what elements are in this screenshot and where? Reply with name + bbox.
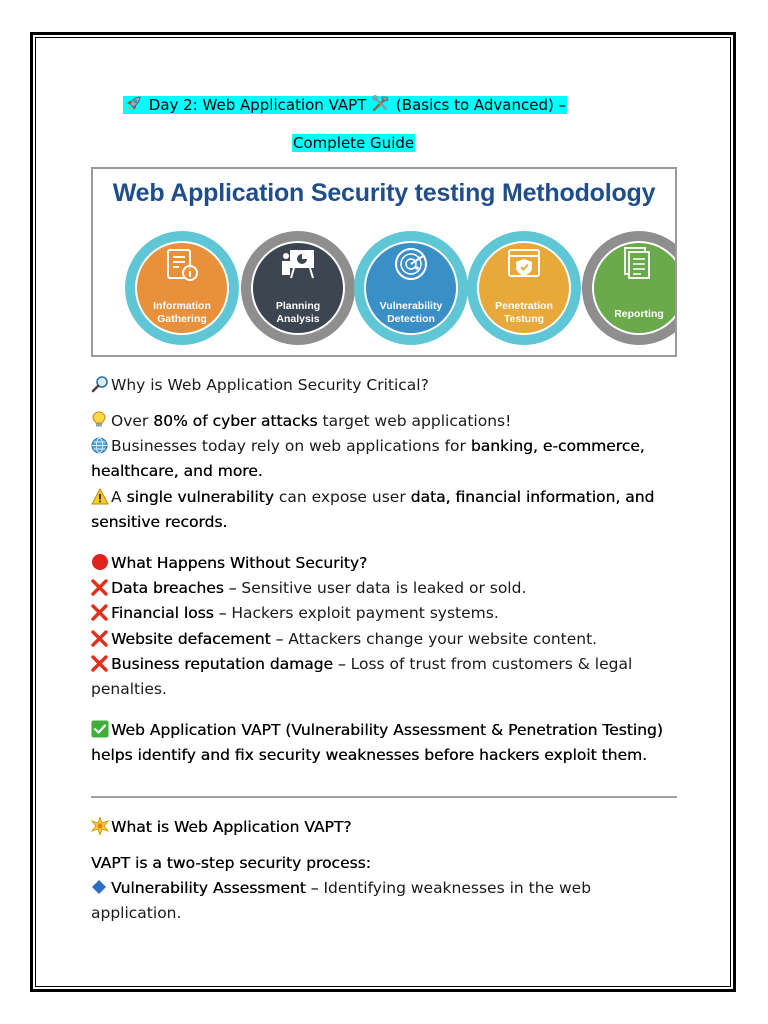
hammer-wrench-icon <box>371 95 391 113</box>
without-heading: What Happens Without Security? <box>91 551 367 576</box>
why-heading: Why is Web Application Security Critical? <box>91 373 429 398</box>
banner-title: Web Application Security testing Methodology <box>112 179 656 207</box>
step-label-line1: Penetration <box>495 300 553 312</box>
without-item-2: Financial loss – Hackers exploit payment systems. <box>91 601 499 626</box>
rocket-icon <box>124 95 144 113</box>
cross-mark-icon <box>91 630 108 647</box>
methodology-steps-graphic <box>93 169 675 355</box>
blue-diamond-icon <box>91 879 107 895</box>
vapt-summary-line2: helps identify and fix security weaknesses before hackers exploit them. <box>91 746 648 764</box>
what-is-heading: What is Web Application VAPT? <box>91 815 351 840</box>
document-title-line2: Complete Guide <box>293 134 415 152</box>
why-line2: Businesses today rely on web applications for banking, e-commerce, <box>91 434 645 459</box>
lightbulb-icon <box>91 411 107 429</box>
why-line1: Over 80% of cyber attacks target web applications! <box>91 409 511 434</box>
methodology-step-1 <box>125 231 239 345</box>
step-label-line1: Vulnerability <box>379 300 443 312</box>
without-item-4: Business reputation damage – Loss of trust from customers & legal <box>91 652 632 677</box>
document-title-line1: Day 2: Web Application VAPT (Basics to Advanced) – <box>123 94 567 116</box>
methodology-step-5 <box>582 231 675 345</box>
step-label-line2: Reporting <box>614 308 664 320</box>
magnifier-icon <box>91 375 109 393</box>
step-label-line2: Gathering <box>157 313 207 325</box>
check-mark-icon <box>91 720 109 738</box>
step-label-line2: Detection <box>387 313 435 325</box>
vapt-summary-line1: Web Application VAPT (Vulnerability Assessment & Penetration Testing) <box>91 718 663 743</box>
cross-mark-icon <box>91 579 108 596</box>
cross-mark-icon <box>91 604 108 621</box>
cross-mark-icon <box>91 655 108 672</box>
without-item-1: Data breaches – Sensitive user data is leaked or sold. <box>91 576 526 601</box>
red-circle-icon <box>91 553 109 571</box>
why-line3: healthcare, and more. <box>91 462 263 480</box>
what-is-item-1: Vulnerability Assessment – Identifying weaknesses in the web <box>91 876 591 901</box>
methodology-step-4 <box>467 231 581 345</box>
sparkle-burst-icon <box>91 817 109 835</box>
why-line5: sensitive records. <box>91 513 228 531</box>
without-item-3: Website defacement – Attackers change your website content. <box>91 627 597 652</box>
methodology-banner <box>91 167 677 357</box>
warning-icon <box>91 488 109 505</box>
what-is-item-1-continuation: application. <box>91 904 182 922</box>
without-item-4-continuation: penalties. <box>91 680 167 698</box>
what-is-intro: VAPT is a two-step security process: <box>91 854 371 872</box>
step-label-line2: Analysis <box>276 313 320 325</box>
step-label-line2: Testung <box>503 313 545 325</box>
step-label-line1: Planning <box>275 300 321 312</box>
radar-icon <box>396 249 426 279</box>
methodology-step-3 <box>354 231 468 345</box>
documents-icon <box>625 248 649 278</box>
step-label-line1: Information <box>153 300 211 312</box>
methodology-step-2 <box>241 231 355 345</box>
globe-icon <box>91 437 108 454</box>
why-line4: A single vulnerability can expose user data, financial information, and <box>91 485 654 510</box>
section-divider <box>91 796 677 798</box>
